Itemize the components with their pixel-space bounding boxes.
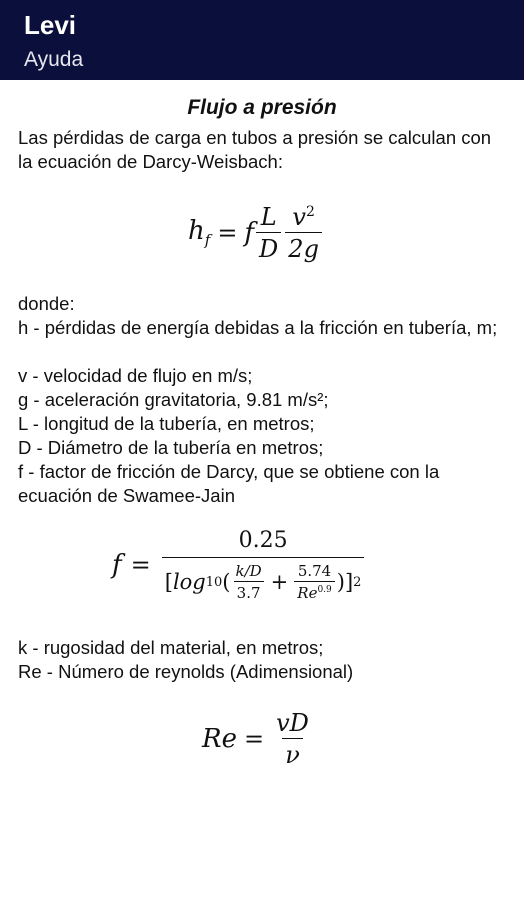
definition-d: D - Diámetro de la tubería en metros;	[18, 437, 324, 458]
swamee-jain-equation	[112, 530, 422, 600]
eq3-fraction: $\frac{vD}{\nu}$	[276, 709, 309, 769]
darcy-weisbach-equation	[188, 198, 368, 268]
definition-f: f - factor de fricción de Darcy, que se obtiene con la ecuación de Swamee-Jain	[18, 461, 440, 506]
eq3-lhs: Re	[202, 724, 237, 754]
eq2-fraction-kd: $\frac{k/D}{3.7}$	[235, 562, 262, 602]
eq1-equals: =	[217, 219, 238, 247]
eq2-fraction-re: $\frac{5.74}{Re^{0.9}}$	[294, 562, 335, 602]
definition-v: v - velocidad de flujo en m/s;	[18, 365, 253, 386]
app-bar	[0, 0, 524, 80]
eq2-equals: =	[130, 551, 151, 579]
eq2-lhs: f	[112, 550, 122, 580]
help-content[interactable]	[0, 80, 524, 900]
definition-re: Re - Número de reynolds (Adimensional)	[18, 661, 354, 682]
eq1-f: f	[244, 218, 255, 248]
definition-g: g - aceleración gravitatoria, 9.81 m/s²;	[18, 389, 329, 410]
definition-k: k - rugosidad del material, en metros;	[18, 637, 324, 658]
eq1-lhs: $h_f$	[188, 216, 211, 250]
where-label: donde:	[18, 293, 75, 314]
eq2-main-fraction: 0.25 [ log 10 ( $\frac{k/D}{3.7}$ + $\frac{5.74}{Re^{0.9}}$ )] 2	[162, 528, 365, 602]
definition-h: h - pérdidas de energía debidas a la fricción en tubería, m;	[18, 317, 498, 338]
section-heading: Flujo a presión	[187, 96, 337, 119]
app-subtitle: Ayuda	[24, 48, 84, 71]
eq3-equals: =	[243, 725, 265, 753]
reynolds-equation	[202, 704, 332, 774]
definition-l: L - longitud de la tubería, en metros;	[18, 413, 315, 434]
intro-text: Las pérdidas de carga en tubos a presión se calculan con la ecuación de Darcy-Weisbach:	[18, 127, 492, 172]
eq1-fraction-v2-2g: $\frac{v^2}{2g}$	[285, 203, 322, 263]
app-title: Levi	[24, 10, 77, 40]
eq1-fraction-l-d: $\frac{L}{D}$	[256, 203, 281, 263]
